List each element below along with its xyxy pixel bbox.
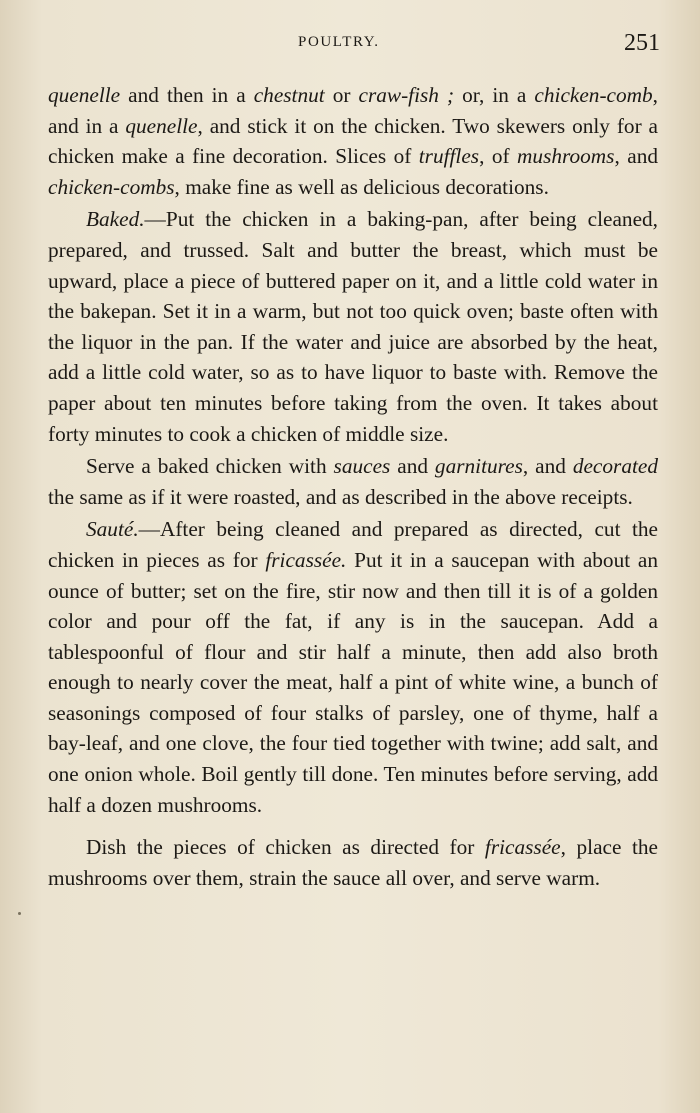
- italic-text: decorated: [572, 454, 658, 479]
- text-run: , and stick it on the chicken. Two skewers only for a chicken make a fine decoration. Slices of: [48, 113, 658, 169]
- text-run: and: [390, 454, 435, 479]
- text-run: , make fine as well as delicious decorations.: [174, 174, 549, 199]
- text-run: , and: [614, 144, 658, 169]
- paragraph: [48, 204, 658, 449]
- text-run: , and in a: [48, 83, 658, 138]
- italic-text: chicken-comb: [534, 83, 653, 107]
- italic-text: fricassée.: [265, 547, 347, 572]
- italic-text: mushrooms: [517, 144, 615, 169]
- text-run: Put it in a saucepan with about an ounce of butter; set on the fire, stir now and then till it is of a golden color and pour off the fat, if any is in the saucepan. Add a tablespoonful of flour and stir half a minute, then add also broth enough to nearly cover the meat, half a pint of white wine, a bunch of seasonings composed of four stalks of parsley, one of thyme, half a bay-leaf, and one clove, the four tied together with twine; add salt, and one onion whole. Boil gently till done. Ten minutes before serving, add half a dozen mushrooms.: [48, 547, 658, 817]
- running-head: POULTRY.: [298, 34, 380, 50]
- italic-text: fricassée: [484, 835, 561, 860]
- text-run: , place the mushrooms over them, strain the sauce all over, and serve warm.: [48, 835, 658, 890]
- italic-text: quenelle: [48, 83, 121, 107]
- text-run: the same as if it were roasted, and as described in the above receipts.: [48, 484, 633, 509]
- text-run: or: [324, 83, 359, 107]
- paragraph: [48, 514, 658, 820]
- text-run: and then in a: [120, 83, 254, 107]
- italic-text: chicken-combs: [48, 174, 175, 199]
- italic-text: Baked.: [86, 207, 145, 232]
- print-speck: [18, 912, 21, 915]
- page-header: [48, 30, 660, 64]
- paragraph: [48, 451, 658, 512]
- text-run: , and: [522, 454, 573, 479]
- text-run: —After being cleaned and prepared as directed, cut the chicken in pieces as for: [48, 517, 658, 572]
- recipe-text: [48, 80, 658, 895]
- italic-text: sauces: [333, 454, 391, 479]
- paragraph: [48, 80, 658, 202]
- italic-text: Sauté.: [86, 517, 139, 542]
- italic-text: truffles: [418, 144, 480, 169]
- italic-text: garnitures: [434, 454, 523, 479]
- text-run: or, in a: [454, 83, 535, 107]
- italic-text: chestnut: [253, 83, 325, 107]
- italic-text: craw-fish ;: [358, 83, 455, 107]
- text-run: —Put the chicken in a baking-pan, after being cleaned, prepared, and trussed. Salt and butter the breast, which must be upward, place a piece of buttered paper on it, and a little cold water in the bakepan. Set it in a warm, but not too quick oven; baste often with the liquor in the pan. If the water and juice are absorbed by the heat, add a little cold water, so as to have liquor to baste with. Remove the paper about ten minutes before taking from the oven. It takes about forty minutes to cook a chicken of middle size.: [48, 207, 658, 446]
- text-run: Dish the pieces of chicken as directed for: [86, 835, 485, 860]
- text-run: Serve a baked chicken with: [86, 454, 334, 479]
- paragraph: [48, 832, 658, 893]
- page-number: 251: [624, 30, 660, 56]
- italic-text: quenelle: [125, 113, 198, 138]
- text-run: , of: [479, 144, 518, 169]
